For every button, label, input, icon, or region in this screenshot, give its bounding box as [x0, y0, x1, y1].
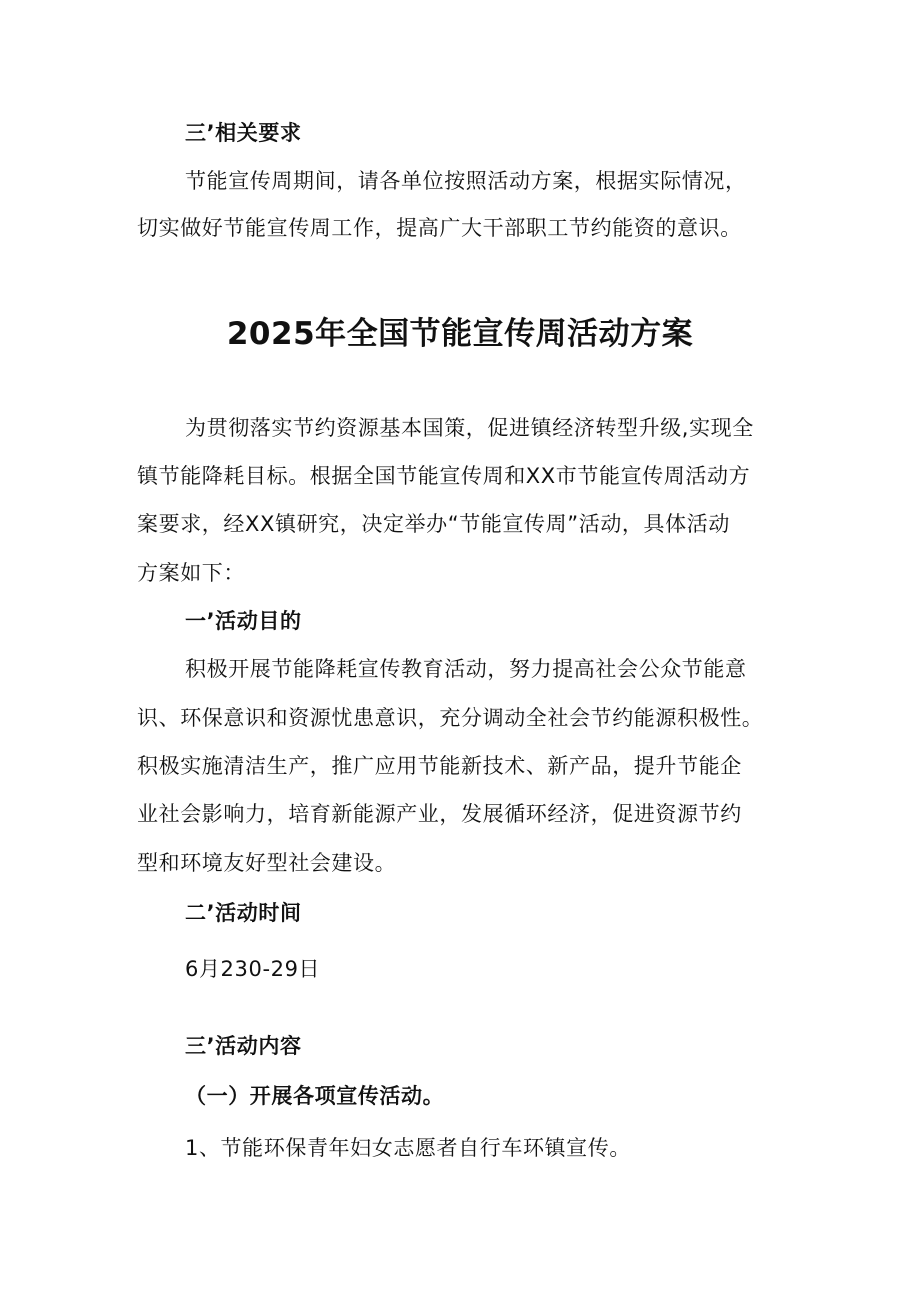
- subsection-heading: （一）开展各项宣传活动。: [185, 1084, 445, 1108]
- section-heading-purpose: 一’活动目的: [185, 609, 302, 633]
- intro-line: 案要求，经XX镇研究，决定举办“节能宣传周”活动，具体活动: [137, 512, 730, 536]
- paragraph-line: 识、环保意识和资源忧患意识，充分调动全社会节约能源积极性。: [137, 706, 764, 730]
- paragraph-line: 型和环境友好型社会建设。: [137, 851, 397, 875]
- paragraph-line: 切实做好节能宣传周工作，提高广大干部职工节约能资的意识。: [137, 216, 742, 240]
- activity-dates: 6月230-29日: [185, 957, 321, 981]
- intro-line: 为贯彻落实节约资源基本国策，促进镇经济转型升级,实现全: [185, 416, 754, 440]
- paragraph-line: 积极开展节能降耗宣传教育活动，努力提高社会公众节能意: [185, 657, 747, 681]
- paragraph-line: 业社会影响力，培育新能源产业，发展循环经济，促进资源节约: [137, 802, 742, 826]
- paragraph-line: 积极实施清洁生产，推广应用节能新技术、新产品，提升节能企: [137, 754, 742, 778]
- section-heading-requirements: 三’相关要求: [185, 121, 302, 145]
- section-heading-content: 三’活动内容: [185, 1034, 302, 1058]
- section-heading-time: 二’活动时间: [185, 901, 302, 925]
- paragraph-line: 节能宣传周期间，请各单位按照活动方案，根据实际情况，: [185, 169, 747, 193]
- intro-line: 方案如下：: [137, 561, 245, 585]
- intro-line: 镇节能降耗目标。根据全国节能宣传周和XX市节能宣传周活动方: [137, 464, 751, 488]
- document-title: 2025年全国节能宣传周活动方案: [226, 316, 694, 352]
- list-item: 1、节能环保青年妇女志愿者自行车环镇宣传。: [185, 1136, 631, 1160]
